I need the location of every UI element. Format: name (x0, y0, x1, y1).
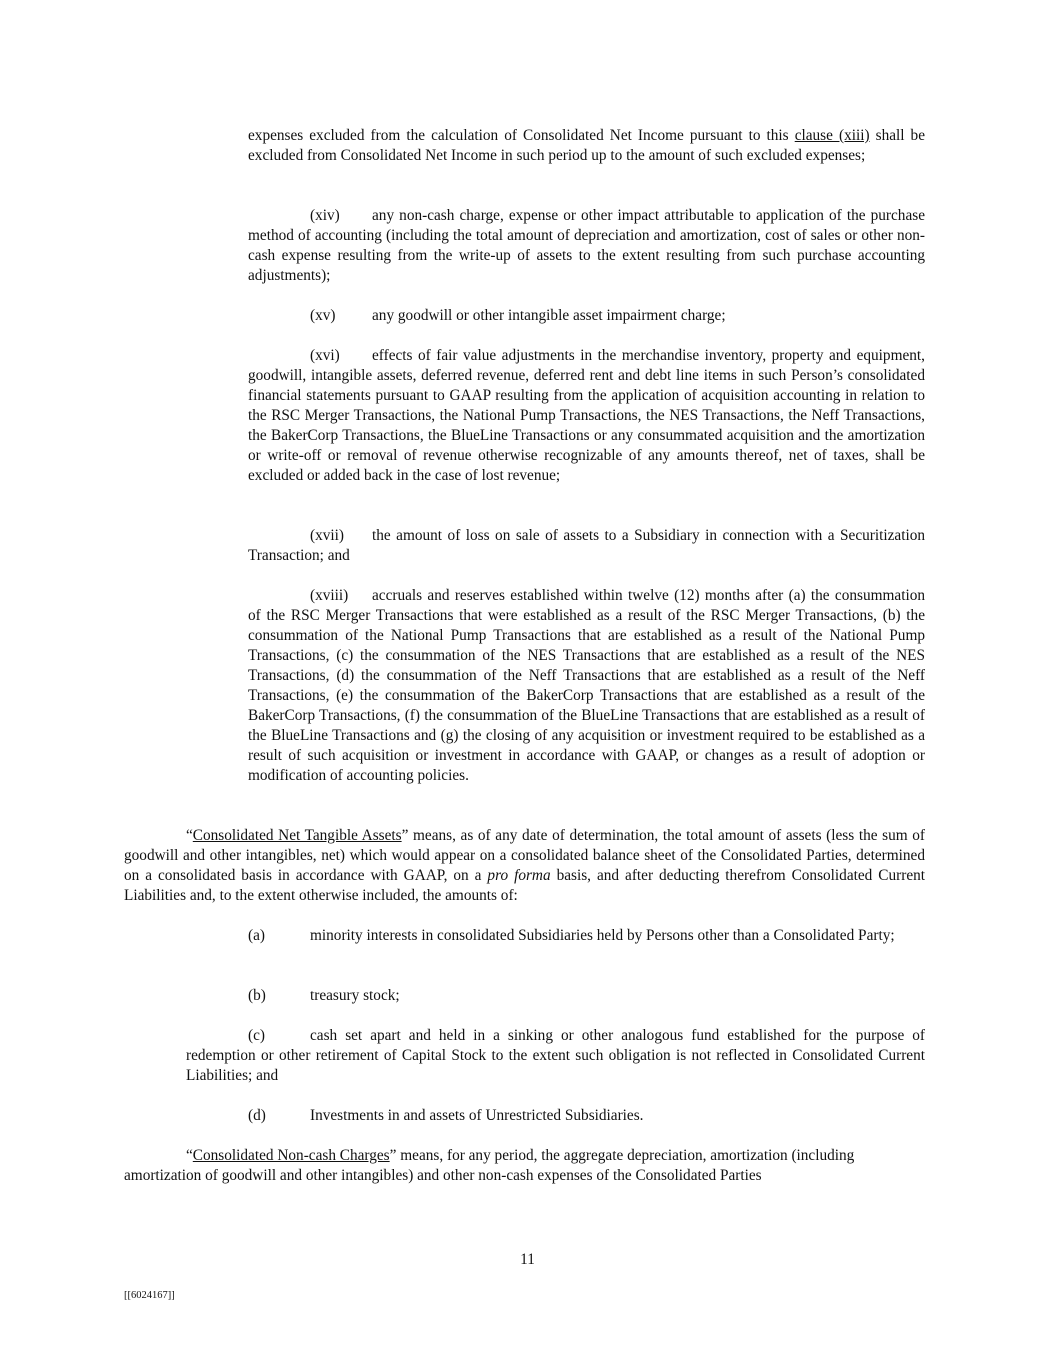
defined-term: Consolidated Non-cash Charges (192, 1147, 390, 1164)
quote-mark: “ (186, 1147, 193, 1164)
paragraph-text: ” means, as of any date of determination, the total amount of assets (less the sum of goodwill and other intangibles, net) which would appear on a consolidated balance sheet of the Consolidated Parties, determined on a consolidated basis in accordance with GAAP, on a (124, 827, 925, 884)
paragraph-text: treasury stock; (310, 987, 400, 1004)
paragraph-xv (248, 306, 925, 326)
paragraph-text: Investments in and assets of Unrestricted Subsidiaries. (310, 1107, 644, 1124)
paragraph-a (186, 926, 925, 946)
paragraph-text: basis, and after deducting therefrom Consolidated Current Liabilities and, to the extent otherwise included, the amounts of: (124, 867, 926, 904)
paragraph-xvii (248, 526, 925, 566)
paragraph-d (186, 1106, 925, 1126)
definition-consolidated-net-tangible-assets (124, 826, 925, 906)
paragraph-text: the amount of loss on sale of assets to a Subsidiary in connection with a Securitization Transaction; and (248, 527, 925, 564)
paragraph-text: expenses excluded from the calculation of Consolidated Net Income pursuant to this (248, 127, 795, 144)
quote-mark: “ (186, 827, 193, 844)
page-number: 11 (520, 1251, 535, 1268)
clause-number: (a) (248, 927, 265, 944)
clause-number: (xvii) (310, 527, 344, 544)
paragraph-text: minority interests in consolidated Subsidiaries held by Persons other than a Consolidated Party; (310, 927, 895, 944)
paragraph-xiii-continuation (248, 126, 925, 166)
defined-term: Consolidated Net Tangible Assets (192, 827, 402, 844)
document-id: [[6024167]] (124, 1290, 175, 1301)
paragraph-xiv (248, 206, 925, 286)
paragraph-text: cash set apart and held in a sinking or other analogous fund established for the purpose of redemption or other retirement of Capital Stock to the extent such obligation is not reflected in Consolidated Current Liabilities; and (186, 1027, 925, 1084)
paragraph-text: any non-cash charge, expense or other impact attributable to application of the purchase method of accounting (including the total amount of depreciation and amortization, cost of sales or other non-cash expense resulting from the write-up of assets to the extent resulting from such purchase accounting adjustments); (248, 207, 925, 284)
paragraph-text: shall be excluded from Consolidated Net Income in such period up to the amount of such excluded expenses; (248, 127, 925, 164)
clause-number: (d) (248, 1107, 266, 1124)
paragraph-xviii (248, 586, 925, 786)
paragraph-c (186, 1026, 925, 1086)
paragraph-text: effects of fair value adjustments in the merchandise inventory, property and equipment, goodwill, intangible assets, deferred revenue, deferred rent and debt line items in such Person’s consolidated financial statements pursuant to GAAP resulting from the application of acquisition accounting in relation to the RSC Merger Transactions, the National Pump Transactions, the NES Transactions, the Neff Transactions, the BakerCorp Transactions, the BlueLine Transactions or any consummated acquisition and the amortization or write-off or removal of revenue otherwise recognizable of any amounts thereof, net of taxes, shall be excluded or added back in the case of lost revenue; (248, 347, 925, 484)
clause-number: (xvi) (310, 347, 340, 364)
clause-number: (xv) (310, 307, 336, 324)
paragraph-text: any goodwill or other intangible asset impairment charge; (372, 307, 726, 324)
clause-number: (xiv) (310, 207, 340, 224)
paragraph-text: ” means, for any period, the aggregate depreciation, amortization (including amortization of goodwill and other intangibles) and other non-cash expenses of the Consolidated Parties (124, 1147, 855, 1184)
definition-consolidated-non-cash-charges (124, 1146, 884, 1186)
clause-reference: clause (xiii) (794, 127, 870, 144)
paragraph-b (186, 986, 925, 1006)
paragraph-text: accruals and reserves established within twelve (12) months after (a) the consummation of the RSC Merger Transactions that were established as a result of the RSC Merger Transactions, (b) the consummation of the National Pump Transactions that are established as a result of the National Pump Transactions, (c) the consummation of the NES Transactions that are established as a result of the NES Transactions, (d) the consummation of the Neff Transactions that are established as a result of the Neff Transactions, (e) the consummation of the BakerCorp Transactions that are established as a result of the BakerCorp Transactions, (f) the consummation of the BlueLine Transactions that are established as a result of the BlueLine Transactions and (g) the closing of any acquisition or investment required to be established as a result of such acquisition or investment in accordance with GAAP, or changes as a result of adoption or modification of accounting policies. (248, 587, 925, 784)
clause-number: (c) (248, 1027, 265, 1044)
paragraph-xvi (248, 346, 925, 486)
clause-number: (xviii) (310, 587, 349, 604)
italic-text: pro forma (487, 867, 551, 884)
clause-number: (b) (248, 987, 266, 1004)
